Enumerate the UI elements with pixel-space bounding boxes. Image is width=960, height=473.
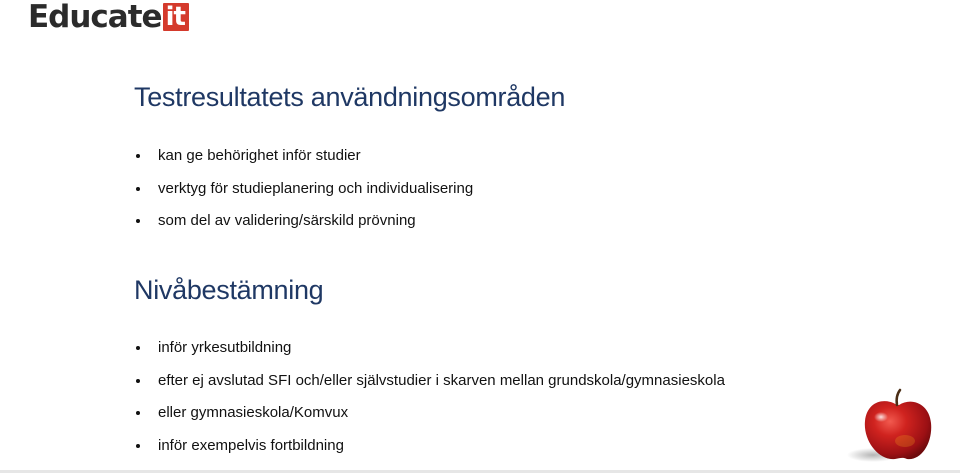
list-item bbox=[134, 371, 725, 404]
bullet-dot-icon bbox=[136, 154, 140, 158]
list-item-text: eller gymnasieskola/Komvux bbox=[158, 404, 349, 421]
bullet-dot-icon bbox=[136, 219, 140, 223]
list-item-text: verktyg för studieplanering och individualisering bbox=[158, 179, 474, 197]
list-item bbox=[134, 211, 473, 244]
list-item bbox=[134, 338, 725, 371]
list-item-text: inför yrkesutbildning bbox=[158, 339, 292, 356]
level-list bbox=[134, 338, 725, 468]
bullet-dot-icon bbox=[136, 187, 140, 191]
bullet-dot-icon bbox=[136, 379, 140, 383]
bullet-dot-icon bbox=[136, 444, 140, 448]
usage-list bbox=[134, 146, 473, 244]
bullet-dot-icon bbox=[136, 411, 140, 415]
list-item bbox=[134, 146, 473, 179]
logo-accent-box: it bbox=[163, 3, 189, 31]
list-item-text: som del av validering/särskild prövning bbox=[158, 212, 416, 229]
bullet-dot-icon bbox=[136, 346, 140, 350]
educateit-logo bbox=[28, 0, 189, 35]
list-item-text: efter ej avslutad SFI och/eller självstudier i skarven mellan grundskola/gymnasieskola bbox=[158, 371, 725, 389]
section-heading-level: Nivåbestämning bbox=[134, 275, 324, 305]
apple-icon bbox=[845, 385, 945, 470]
logo-text: Educate bbox=[28, 0, 162, 35]
list-item-text: inför exempelvis fortbildning bbox=[158, 436, 344, 454]
list-item bbox=[134, 436, 725, 469]
list-item bbox=[134, 179, 473, 212]
list-item-text: kan ge behörighet inför studier bbox=[158, 147, 361, 164]
section-heading-usage: Testresultatets användningsområden bbox=[134, 82, 566, 112]
list-item bbox=[134, 403, 725, 436]
